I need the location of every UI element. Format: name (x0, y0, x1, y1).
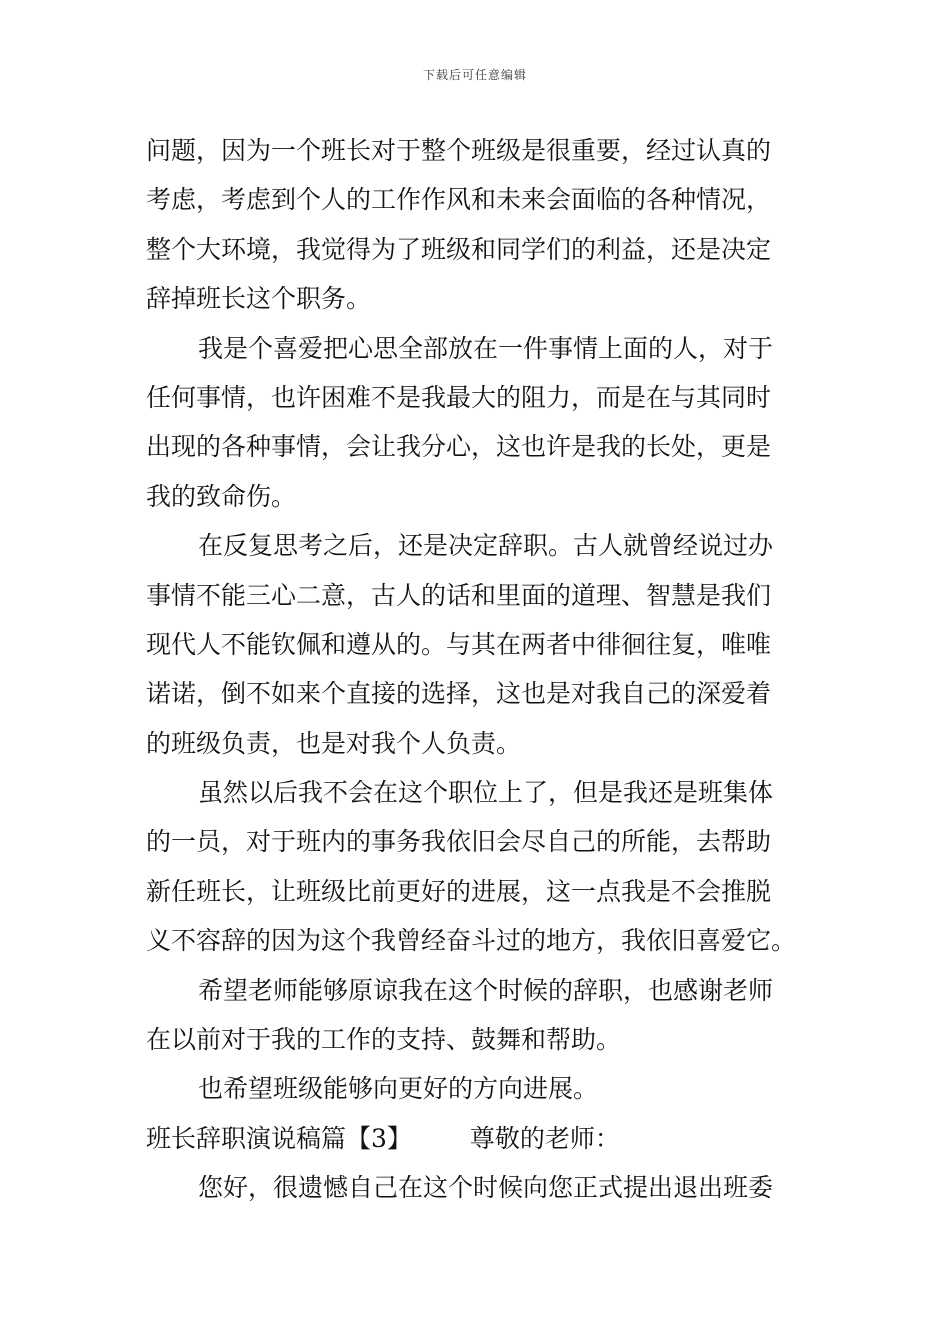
text-line: 辞掉班长这个职务。 (146, 284, 372, 314)
text-line: 的班级负责，也是对我个人负责。 (146, 728, 522, 758)
text-line: 任何事情，也许困难不是我最大的阻力，而是在与其同时 (146, 382, 772, 412)
paragraph-start-line: 在反复思考之后，还是决定辞职。古人就曾经说过办 (198, 531, 774, 561)
paragraph-start-line: 虽然以后我不会在这个职位上了，但是我还是班集体 (198, 778, 774, 808)
section-title: 班长辞职演说稿篇【3】 (146, 1123, 412, 1153)
text-line: 的一员，对于班内的事务我依旧会尽自己的所能，去帮助 (146, 827, 772, 857)
salutation: 尊敬的老师： (469, 1123, 620, 1153)
paragraph-start-line: 我是个喜爱把心思全部放在一件事情上面的人，对于 (198, 333, 774, 363)
text-line: 在以前对于我的工作的支持、鼓舞和帮助。 (146, 1025, 622, 1055)
text-line: 考虑，考虑到个人的工作作风和未来会面临的各种情况， (146, 185, 772, 215)
text-line: 整个大环境，我觉得为了班级和同学们的利益，还是决定 (146, 234, 772, 264)
text-line: 新任班长，让班级比前更好的进展，这一点我是不会推脱 (146, 876, 772, 906)
text-line: 诺诺，倒不如来个直接的选择，这也是对我自己的深爱着 (146, 679, 772, 709)
text-line: 问题，因为一个班长对于整个班级是很重要，经过认真的 (146, 136, 772, 165)
text-line: 事情不能三心二意，古人的话和里面的道理、智慧是我们 (146, 580, 772, 610)
header-note: 下载后可任意编辑 (422, 68, 527, 82)
text-line: 出现的各种事情，会让我分心，这也许是我的长处，更是 (146, 432, 772, 462)
section-heading-line (146, 1114, 810, 1163)
text-line: 义不容辞的因为这个我曾经奋斗过的地方，我依旧喜爱它。 (146, 926, 797, 956)
document-body (146, 126, 810, 1213)
paragraph-start-line: 也希望班级能够向更好的方向进展。 (198, 1074, 599, 1104)
text-line: 现代人不能钦佩和遵从的。与其在两者中徘徊往复，唯唯 (146, 629, 772, 659)
text-line: 我的致命伤。 (146, 481, 297, 511)
paragraph-start-line: 您好，很遗憾自己在这个时候向您正式提出退出班委 (198, 1173, 774, 1203)
paragraph-start-line: 希望老师能够原谅我在这个时候的辞职，也感谢老师 (198, 975, 774, 1005)
